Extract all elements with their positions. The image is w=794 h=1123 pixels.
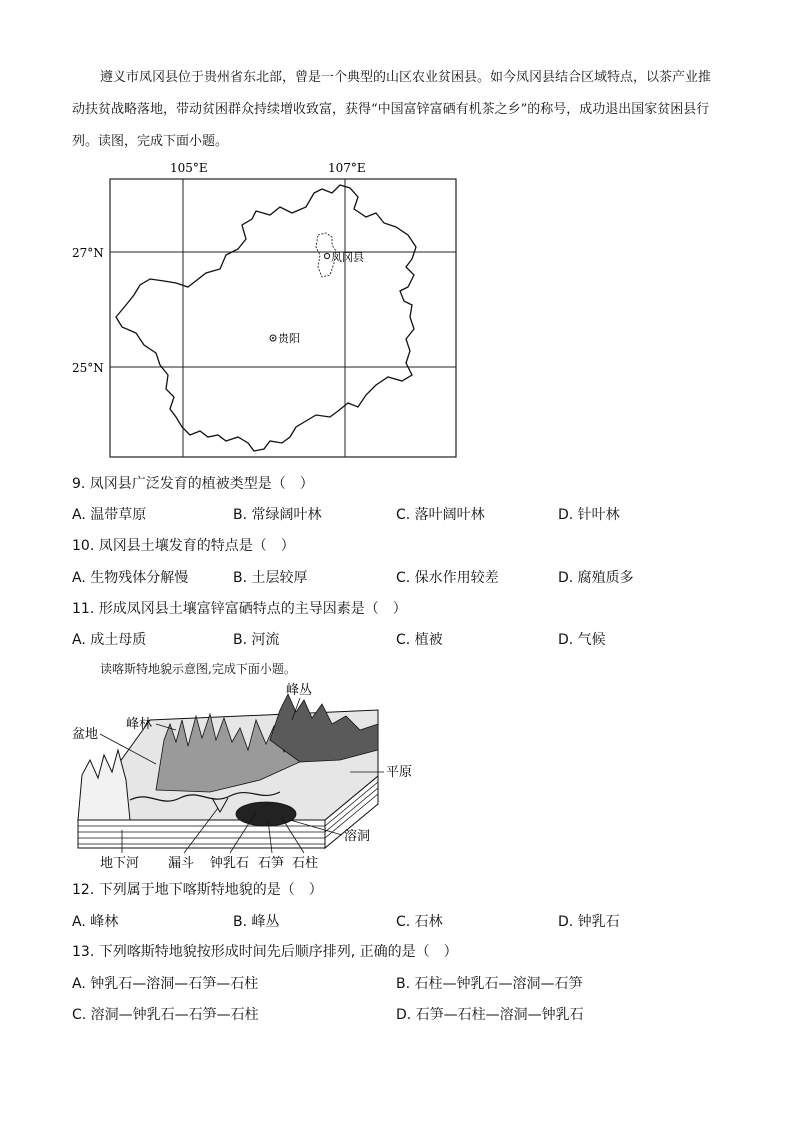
question-12-stem: 12. 下列属于地下喀斯特地貌的是（ ）	[72, 882, 323, 898]
label-shisun: 石笋	[258, 856, 285, 871]
question-13-option-d[interactable]: D. 石笋—石柱—溶洞—钟乳石	[396, 1007, 584, 1023]
question-10-option-d[interactable]: D. 腐殖质多	[558, 570, 634, 586]
question-13-option-b[interactable]: B. 石柱—钟乳石—溶洞—石笋	[396, 976, 583, 992]
fenggang-label: 凤冈县	[331, 251, 364, 264]
question-13-stem: 13. 下列喀斯特地貌按形成时间先后顺序排列, 正确的是（ ）	[72, 944, 458, 960]
question-12-option-d[interactable]: D. 钟乳石	[558, 914, 620, 930]
guizhou-boundary	[116, 185, 416, 451]
question-12-option-a[interactable]: A. 峰林	[72, 914, 119, 930]
lon-label-107: 107°E	[328, 161, 366, 175]
question-9-option-d[interactable]: D. 针叶林	[558, 507, 620, 523]
label-rongdong: 溶洞	[344, 829, 371, 844]
label-dixiahe: 地下河	[100, 856, 140, 871]
label-shizhu: 石柱	[292, 856, 319, 871]
label-zhongrushi: 钟乳石	[210, 856, 250, 871]
question-10-option-a[interactable]: A. 生物残体分解慢	[72, 570, 189, 586]
lon-label-105: 105°E	[170, 161, 208, 175]
map-frame	[110, 179, 456, 457]
question-9-option-b[interactable]: B. 常绿阔叶林	[233, 507, 322, 523]
lat-label-25: 25°N	[72, 361, 104, 375]
label-fenglin: 峰林	[126, 717, 153, 732]
question-10-stem: 10. 凤冈县土壤发育的特点是（ ）	[72, 538, 295, 554]
lat-label-27: 27°N	[72, 246, 104, 260]
guiyang-label: 贵阳	[278, 332, 300, 345]
question-11-option-d[interactable]: D. 气候	[558, 632, 606, 648]
question-9-option-c[interactable]: C. 落叶阔叶林	[396, 507, 485, 523]
question-11-option-a[interactable]: A. 成土母质	[72, 632, 147, 648]
guizhou-map	[70, 155, 470, 460]
karst-diagram	[60, 680, 430, 875]
question-10-option-b[interactable]: B. 土层较厚	[233, 570, 308, 586]
karst-cave	[236, 802, 296, 826]
question-10-option-c[interactable]: C. 保水作用较差	[396, 570, 499, 586]
guiyang-capital-dot	[272, 337, 274, 339]
intro-paragraph: 遵义市凤冈县位于贵州省东北部，曾是一个典型的山区农业贫困县。如今凤冈县结合区域特点，以茶产业推动扶贫战略落地，带动贫困群众持续增收致富，获得“中国富锌富硒有机茶之乡”的称号，成功退出国家贫困县行列。读图，完成下面小题。	[72, 70, 712, 149]
question-13-option-c[interactable]: C. 溶洞—钟乳石—石笋—石柱	[72, 1007, 259, 1023]
question-13-option-a[interactable]: A. 钟乳石—溶洞—石笋—石柱	[72, 976, 259, 992]
label-pingyuan: 平原	[386, 765, 413, 780]
question-11-stem: 11. 形成凤冈县土壤富锌富硒特点的主导因素是（ ）	[72, 601, 407, 617]
question-11-option-c[interactable]: C. 植被	[396, 632, 443, 648]
question-9-stem: 9. 凤冈县广泛发育的植被类型是（ ）	[72, 476, 314, 492]
question-12-option-c[interactable]: C. 石林	[396, 914, 443, 930]
label-pendi: 盆地	[72, 727, 99, 742]
karst-caption: 读喀斯特地貌示意图,完成下面小题。	[100, 662, 296, 676]
label-loudou: 漏斗	[168, 856, 195, 871]
question-11-option-b[interactable]: B. 河流	[233, 632, 280, 648]
label-fengcong: 峰丛	[286, 683, 313, 698]
fenggang-point-icon	[324, 253, 329, 258]
question-9-option-a[interactable]: A. 温带草原	[72, 507, 147, 523]
question-12-option-b[interactable]: B. 峰丛	[233, 914, 280, 930]
